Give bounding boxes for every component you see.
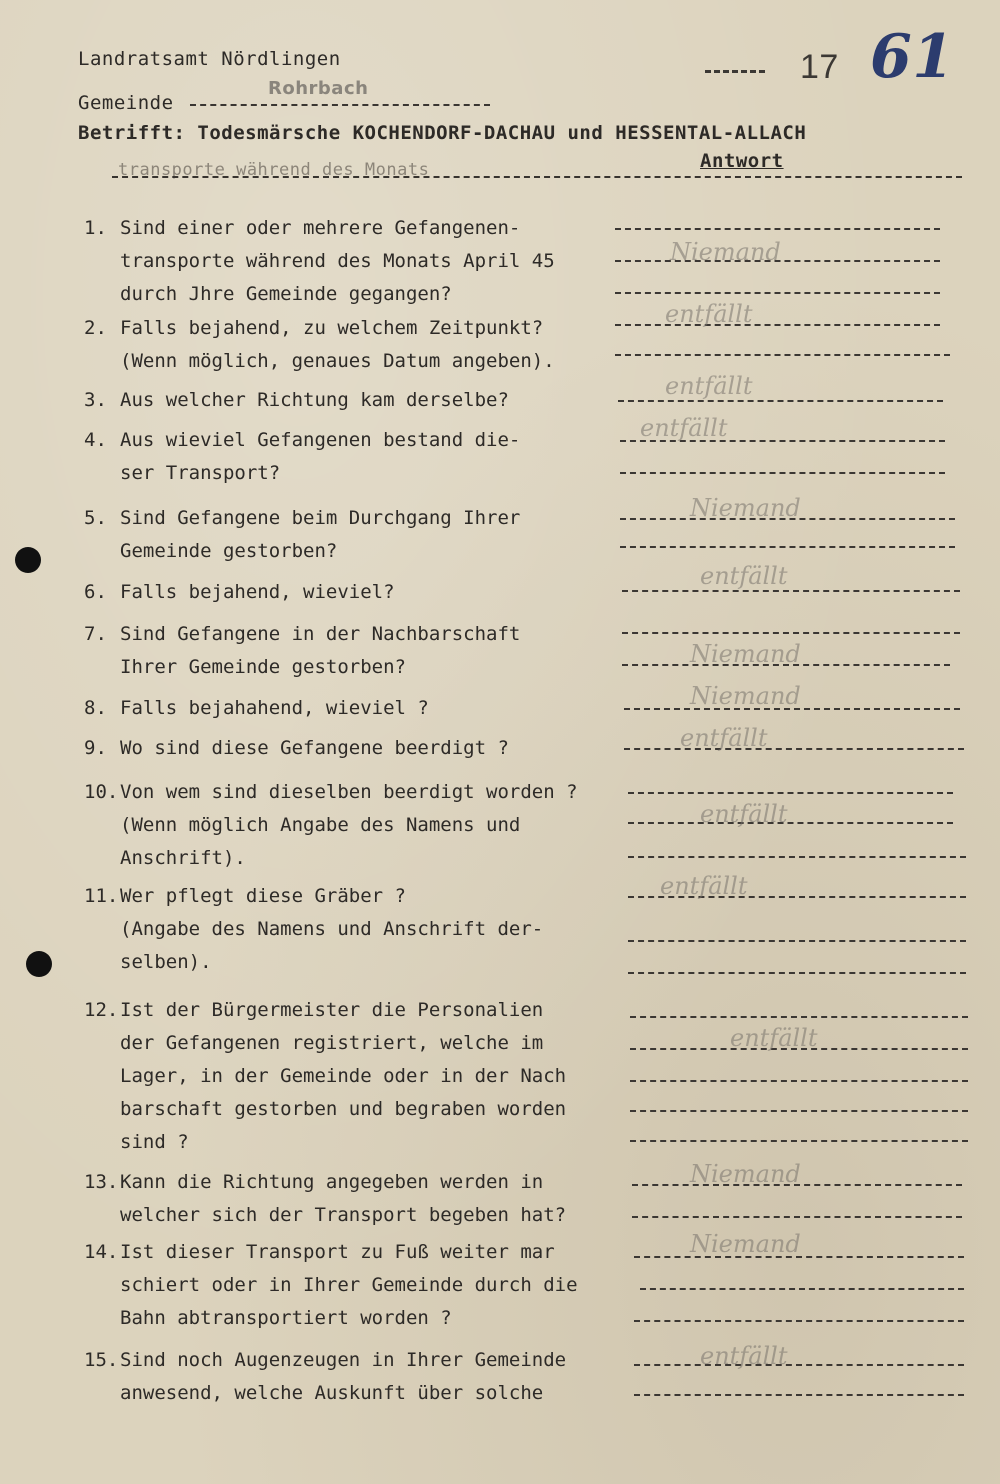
question-number: 7.: [84, 623, 107, 645]
punch-hole: [15, 547, 41, 573]
answer-7: Niemand: [690, 640, 801, 668]
question-10: [84, 776, 578, 875]
answer-line: [622, 590, 960, 592]
answer-5: Niemand: [690, 494, 801, 522]
question-text: Falls bejahend, wieviel?: [120, 581, 395, 603]
question-text: transporte während des Monats April 45: [120, 250, 555, 272]
question-number: 10.: [84, 781, 119, 803]
answer-line: [640, 1288, 964, 1290]
answer-3: entfällt: [665, 372, 753, 400]
answer-11: entfällt: [660, 872, 748, 900]
subject-line: Betrifft: Todesmärsche KOCHENDORF-DACHAU und HESSENTAL-ALLACH: [78, 122, 807, 144]
answer-line: [628, 972, 966, 974]
question-text: Sind Gefangene in der Nachbarschaft: [120, 623, 521, 645]
answer-line: [618, 400, 943, 402]
question-number: 5.: [84, 507, 107, 529]
answer-line: [628, 822, 953, 824]
answer-4: entfällt: [640, 414, 728, 442]
question-text: durch Jhre Gemeinde gegangen?: [120, 283, 452, 305]
question-text: barschaft gestorben und begraben worden: [120, 1098, 567, 1120]
question-13: [84, 1166, 566, 1232]
question-text: Bahn abtransportiert worden ?: [120, 1307, 452, 1329]
answer-line: [615, 324, 940, 326]
question-text: schiert oder in Ihrer Gemeinde durch die: [120, 1274, 578, 1296]
question-text: Kann die Richtung angegeben werden in: [120, 1171, 544, 1193]
question-11: [84, 880, 543, 979]
question-number: 14.: [84, 1241, 119, 1263]
question-number: 8.: [84, 697, 107, 719]
question-number: 9.: [84, 737, 107, 759]
question-text: ser Transport?: [120, 462, 281, 484]
question-text: selben).: [120, 951, 212, 973]
answer-line: [628, 940, 966, 942]
answer-12: entfällt: [730, 1024, 818, 1052]
punch-hole: [26, 951, 52, 977]
answer-9: entfällt: [680, 724, 768, 752]
question-text: Aus welcher Richtung kam derselbe?: [120, 389, 509, 411]
question-2: [84, 312, 555, 378]
answer-line: [628, 792, 953, 794]
question-text: anwesend, welche Auskunft über solche: [120, 1382, 544, 1404]
answer-line: [615, 292, 940, 294]
answer-line: [634, 1320, 964, 1322]
header-rule: [112, 176, 962, 178]
answer-2: entfällt: [665, 300, 753, 328]
gemeinde-label: Gemeinde: [78, 92, 174, 114]
question-12: [84, 994, 566, 1159]
question-text: Anschrift).: [120, 847, 246, 869]
question-text: (Wenn möglich, genaues Datum angeben).: [120, 350, 555, 372]
question-text: Falls bejahend, zu welchem Zeitpunkt?: [120, 317, 544, 339]
question-5: [84, 502, 520, 568]
gemeinde-underline: [190, 104, 490, 106]
question-number: 2.: [84, 317, 107, 339]
answer-13: Niemand: [690, 1160, 801, 1188]
answer-line: [630, 1140, 968, 1142]
question-1: [84, 212, 555, 311]
question-text: der Gefangenen registriert, welche im: [120, 1032, 544, 1054]
question-text: Lager, in der Gemeinde oder in der Nach: [120, 1065, 567, 1087]
question-text: (Wenn möglich Angabe des Namens und: [120, 814, 521, 836]
question-6: [84, 576, 395, 609]
question-7: [84, 618, 520, 684]
question-number: 6.: [84, 581, 107, 603]
answer-10: entfällt: [700, 800, 788, 828]
answer-line: [615, 228, 940, 230]
question-number: 12.: [84, 999, 119, 1021]
answer-1: Niemand: [670, 238, 781, 266]
answer-line: [620, 546, 955, 548]
answer-line: [634, 1394, 964, 1396]
answer-line: [630, 1080, 968, 1082]
question-text: Sind einer oder mehrere Gefangenen-: [120, 217, 521, 239]
question-text: Ist dieser Transport zu Fuß weiter mar: [120, 1241, 555, 1263]
page-dash: [705, 70, 765, 73]
question-text: Gemeinde gestorben?: [120, 540, 338, 562]
question-number: 11.: [84, 885, 119, 907]
question-text: Von wem sind dieselben beerdigt worden ?: [120, 781, 578, 803]
question-text: Wo sind diese Gefangene beerdigt ?: [120, 737, 509, 759]
answer-line: [620, 472, 945, 474]
question-text: Wer pflegt diese Gräber ?: [120, 885, 406, 907]
question-15: [84, 1344, 566, 1410]
question-14: [84, 1236, 578, 1335]
answer-line: [634, 1364, 964, 1366]
question-text: Sind noch Augenzeugen in Ihrer Gemeinde: [120, 1349, 567, 1371]
gemeinde-value: Rohrbach: [268, 78, 369, 99]
handwritten-number: 61: [870, 22, 955, 92]
question-3: [84, 384, 509, 417]
answer-line: [630, 1016, 968, 1018]
answer-14: Niemand: [690, 1230, 801, 1258]
question-text: Falls bejahahend, wieviel ?: [120, 697, 429, 719]
answer-line: [628, 856, 966, 858]
question-number: 1.: [84, 217, 107, 239]
answer-15: entfällt: [700, 1342, 788, 1370]
answer-6: entfällt: [700, 562, 788, 590]
answer-line: [632, 1216, 962, 1218]
page-number: 17: [800, 48, 839, 86]
answer-line: [615, 354, 950, 356]
question-number: 4.: [84, 429, 107, 451]
issuing-office: Landratsamt Nördlingen: [78, 48, 341, 70]
question-text: Aus wieviel Gefangenen bestand die-: [120, 429, 521, 451]
answer-header: Antwort: [700, 150, 784, 172]
question-text: Ist der Bürgermeister die Personalien: [120, 999, 544, 1021]
question-number: 3.: [84, 389, 107, 411]
ghost-text: transporte während des Monats: [118, 160, 430, 180]
question-8: [84, 692, 429, 725]
question-4: [84, 424, 520, 490]
question-text: sind ?: [120, 1131, 189, 1153]
answer-8: Niemand: [690, 682, 801, 710]
question-9: [84, 732, 509, 765]
question-text: Ihrer Gemeinde gestorben?: [120, 656, 406, 678]
question-text: (Angabe des Namens und Anschrift der-: [120, 918, 544, 940]
answer-line: [624, 748, 964, 750]
question-number: 15.: [84, 1349, 119, 1371]
answer-line: [622, 632, 960, 634]
answer-line: [630, 1110, 968, 1112]
question-text: welcher sich der Transport begeben hat?: [120, 1204, 567, 1226]
question-number: 13.: [84, 1171, 119, 1193]
question-text: Sind Gefangene beim Durchgang Ihrer: [120, 507, 521, 529]
